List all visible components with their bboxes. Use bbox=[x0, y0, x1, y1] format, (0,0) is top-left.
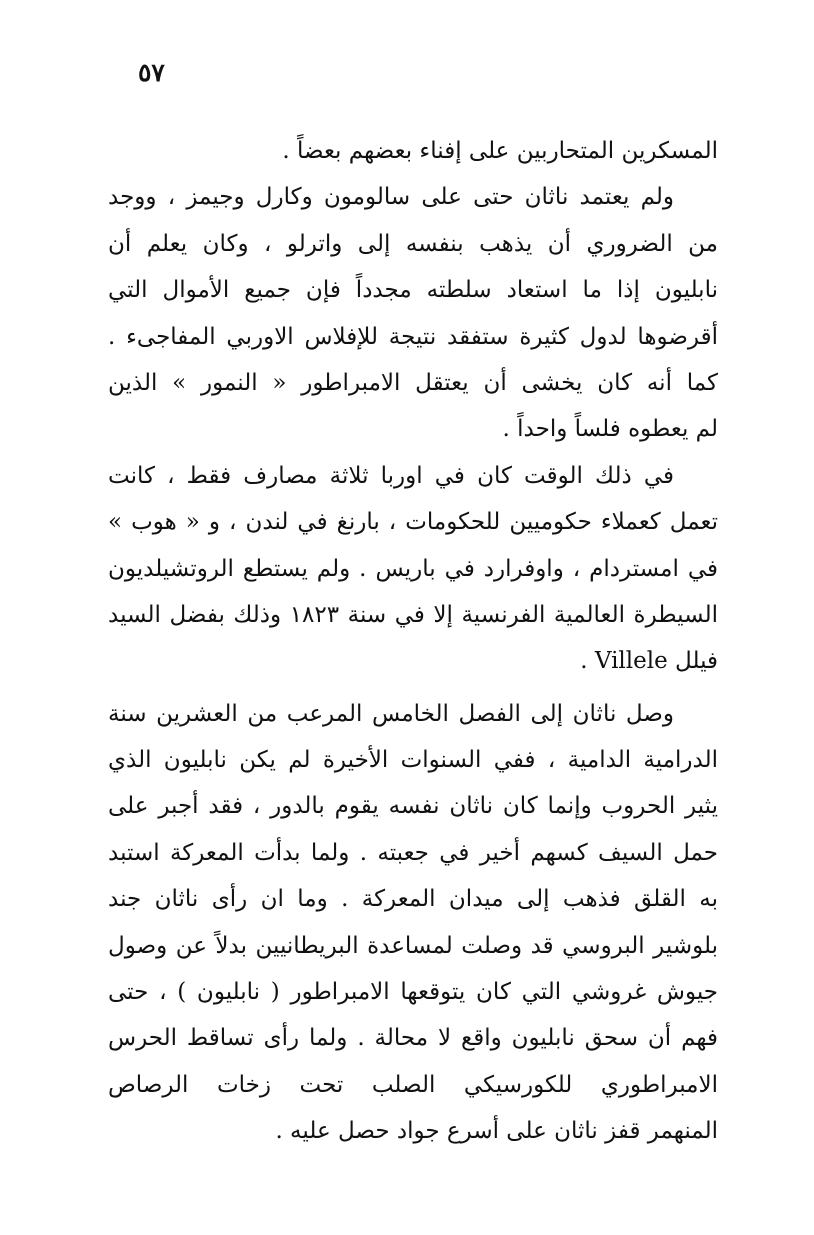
text-line: كما أنه كان يخشى أن يعتقل الامبراطور « النمور » الذين bbox=[108, 369, 718, 396]
text-line: المنهمر قفز ناثان على أسرع جواد حصل عليه . bbox=[275, 1118, 718, 1145]
text-line: من الضروري أن يذهب بنفسه إلى واترلو ، وكان يعلم أن bbox=[108, 230, 718, 257]
text-line: به القلق فذهب إلى ميدان المعركة . وما ان رأى ناثان جند bbox=[108, 886, 718, 913]
text-line: بلوشير البروسي قد وصلت لمساعدة البريطانيين بدلاً عن وصول bbox=[108, 932, 718, 959]
text-line: المسكرين المتحاربين على إفناء بعضهم بعضاً . bbox=[282, 138, 718, 164]
text-line: فيلل Villele . bbox=[580, 648, 718, 675]
page-number: ٥٧ bbox=[138, 58, 165, 87]
text-line: لم يعطوه فلساً واحداً . bbox=[502, 416, 718, 443]
text-line: يثير الحروب وإنما كان ناثان نفسه يقوم بالدور ، فقد أجبر على bbox=[108, 793, 718, 820]
body-text bbox=[108, 128, 718, 1155]
text-line: فهم أن سحق نابليون واقع لا محالة . ولما رأى تساقط الحرس bbox=[108, 1025, 718, 1052]
text-line: في ذلك الوقت كان في اوربا ثلاثة مصارف فقط ، كانت bbox=[108, 462, 674, 489]
text-line: ولم يعتمد ناثان حتى على سالومون وكارل وجيمز ، ووجد bbox=[108, 184, 674, 211]
text-line: الدرامية الدامية ، ففي السنوات الأخيرة لم يكن نابليون الذي bbox=[108, 747, 718, 774]
text-line: وصل ناثان إلى الفصل الخامس المرعب من العشرين سنة bbox=[108, 700, 674, 727]
text-line: الامبراطوري للكورسيكي الصلب تحت زخات الرصاص bbox=[108, 1071, 718, 1098]
text-line: نابليون إذا ما استعاد سلطته مجدداً فإن جميع الأموال التي bbox=[108, 277, 718, 304]
text-line: تعمل كعملاء حكوميين للحكومات ، بارنغ في لندن ، و « هوب » bbox=[108, 509, 718, 536]
text-line: السيطرة العالمية الفرنسية إلا في سنة ١٨٢٣ وذلك بفضل السيد bbox=[108, 601, 718, 628]
text-line: أقرضوها لدول كثيرة ستفقد نتيجة للإفلاس الاوربي المفاجىء . bbox=[108, 323, 718, 350]
text-line: حمل السيف كسهم أخير في جعبته . ولما بدأت المعركة استبد bbox=[108, 839, 718, 866]
text-line: في امستردام ، واوفرارد في باريس . ولم يستطع الروتشيلديون bbox=[108, 555, 718, 582]
text-line: جيوش غروشي التي كان يتوقعها الامبراطور ( نابليون ) ، حتى bbox=[108, 979, 718, 1006]
